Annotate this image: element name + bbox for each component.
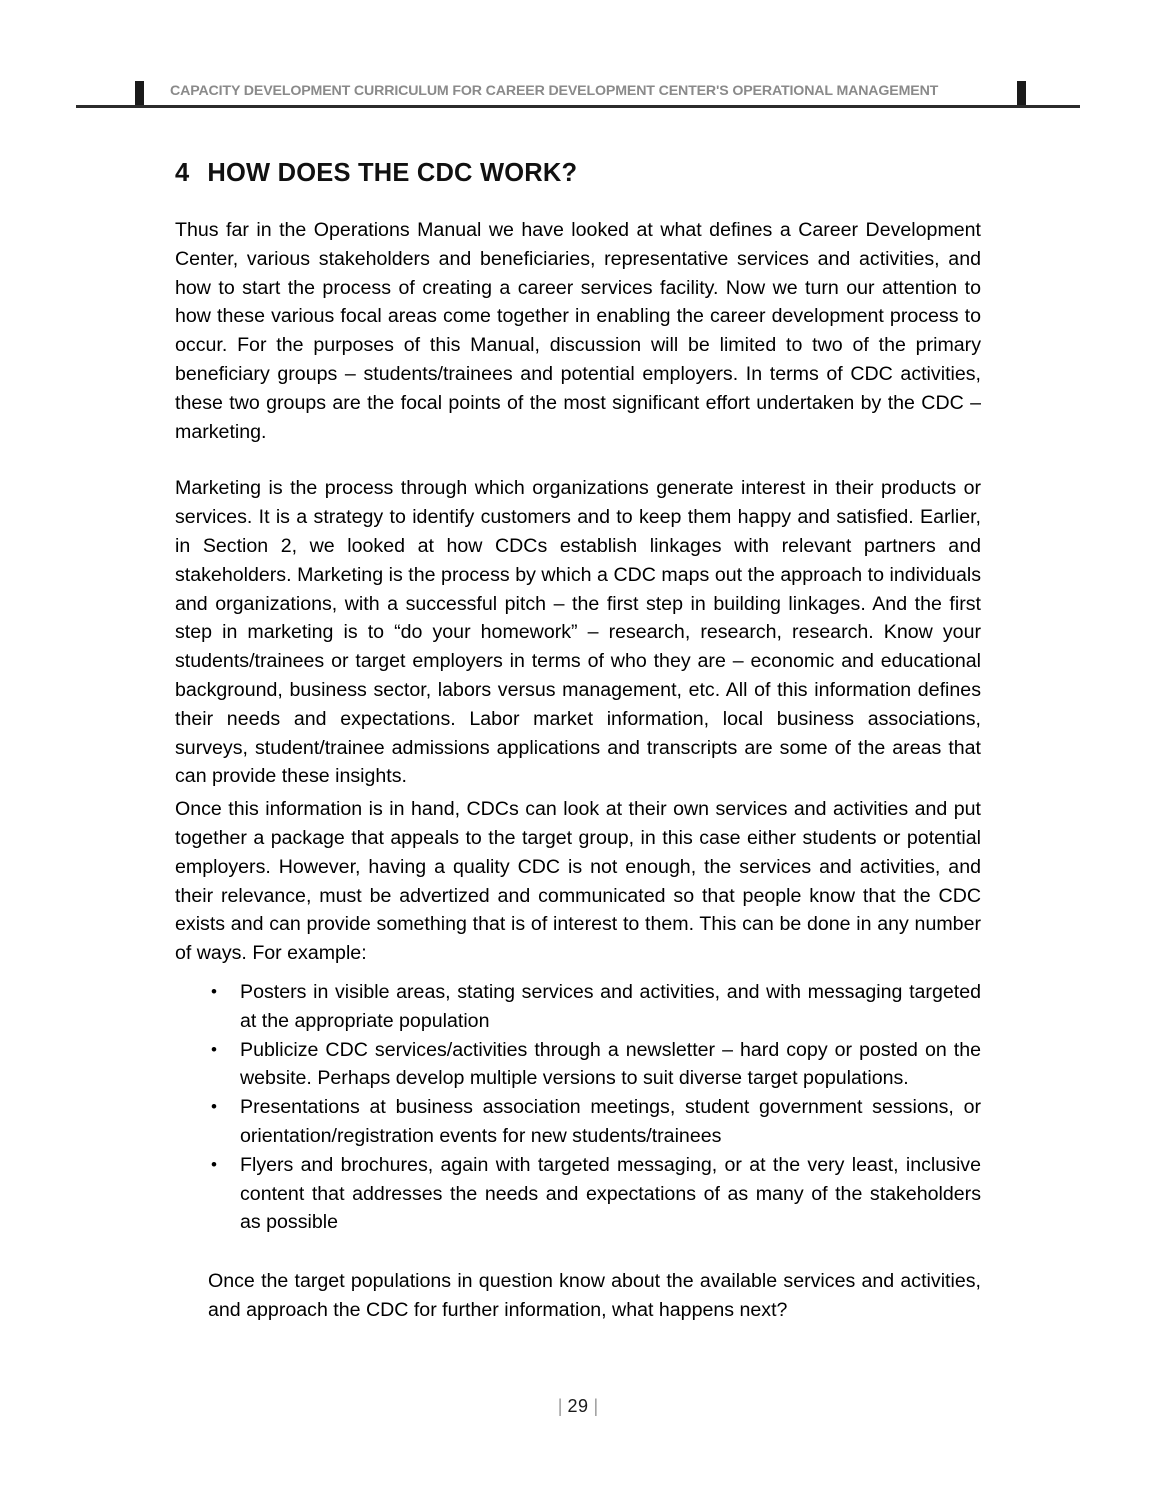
chapter-title: HOW DOES THE CDC WORK? xyxy=(207,159,578,188)
footer-bar-right: | xyxy=(593,1396,599,1416)
closing-paragraph: Once the target populations in question know about the available services and activities, and approach the CDC for further information, what happens next? xyxy=(208,1270,981,1321)
list-item-text: • Flyers and brochures, again with targeted messaging, or at the very least, inclusive content that addresses the needs and expectations of as many of the stakeholders as possible xyxy=(240,1153,981,1234)
header-tick-right-icon xyxy=(1017,81,1026,107)
footer-bar-left: | xyxy=(557,1396,563,1416)
paragraph-3: Once this information is in hand, CDCs can look at their own services and activities and put together a package that appeals to the target group, in this case either students or potential employers. However, having a quality CDC is not enough, the services and activities, and their relevance, must be advertized and communicated so that people know that the CDC exists and can provide something that is of interest to them. This can be done in any number of ways. For example: xyxy=(175,798,981,965)
list-item-text: • Posters in visible areas, stating services and activities, and with messaging targeted at the appropriate population xyxy=(240,980,981,1032)
header-rule-divider xyxy=(76,105,1080,108)
list-item xyxy=(175,1093,981,1151)
paragraph-2: Marketing is the process through which organizations generate interest in their products or services. It is a strategy to identify customers and to keep them happy and satisfied. Earlier, in Section 2, we looked at how CDCs establish linkages with relevant partners and stakeholders. Marketing is the process by which a CDC maps out the approach to individuals and organizations, with a successful pitch – the first step in building linkages. And the first step in marketing is to “do your homework” – research, research, research. Know your students/trainees or target employers in terms of who they are – economic and educational background, business sector, labors versus management, etc. All of this information defines their needs and expectations. Labor market information, local business associations, surveys, student/trainee admissions applications and transcripts are some of the areas that can provide these insights. xyxy=(175,477,981,788)
header-tick-left-icon xyxy=(135,81,144,107)
paragraph-1: Thus far in the Operations Manual we have looked at what defines a Career Development Center, various stakeholders and beneficiaries, representative services and activities, and how to start the process of creating a career services facility. Now we turn our attention to how these various focal areas come together in enabling the career development process to occur. For the purposes of this Manual, discussion will be limited to two of the primary beneficiary groups – students/trainees and potential employers. In terms of CDC activities, these two groups are the focal points of the most significant effort undertaken by the CDC – marketing. xyxy=(175,219,981,443)
list-item-text: • Presentations at business association meetings, student government sessions, or orientation/registration events for new students/trainees xyxy=(240,1096,981,1147)
chapter-heading xyxy=(175,159,577,188)
page-footer xyxy=(0,1396,1156,1417)
body-content xyxy=(175,216,981,1344)
list-item xyxy=(175,978,981,1036)
list-item xyxy=(175,1151,981,1237)
running-header xyxy=(76,78,1080,112)
page-number: 29 xyxy=(567,1396,589,1416)
chapter-number: 4 xyxy=(175,159,190,188)
list-item xyxy=(175,1036,981,1094)
example-bullet-list xyxy=(175,978,981,1237)
list-item-text: • Publicize CDC services/activities through a newsletter – hard copy or posted on the website. Perhaps develop multiple versions to suit diverse target populations. xyxy=(240,1038,981,1090)
running-header-text: CAPACITY DEVELOPMENT CURRICULUM FOR CAREER DEVELOPMENT CENTER'S OPERATIONAL MANAGEMENT xyxy=(170,83,939,99)
